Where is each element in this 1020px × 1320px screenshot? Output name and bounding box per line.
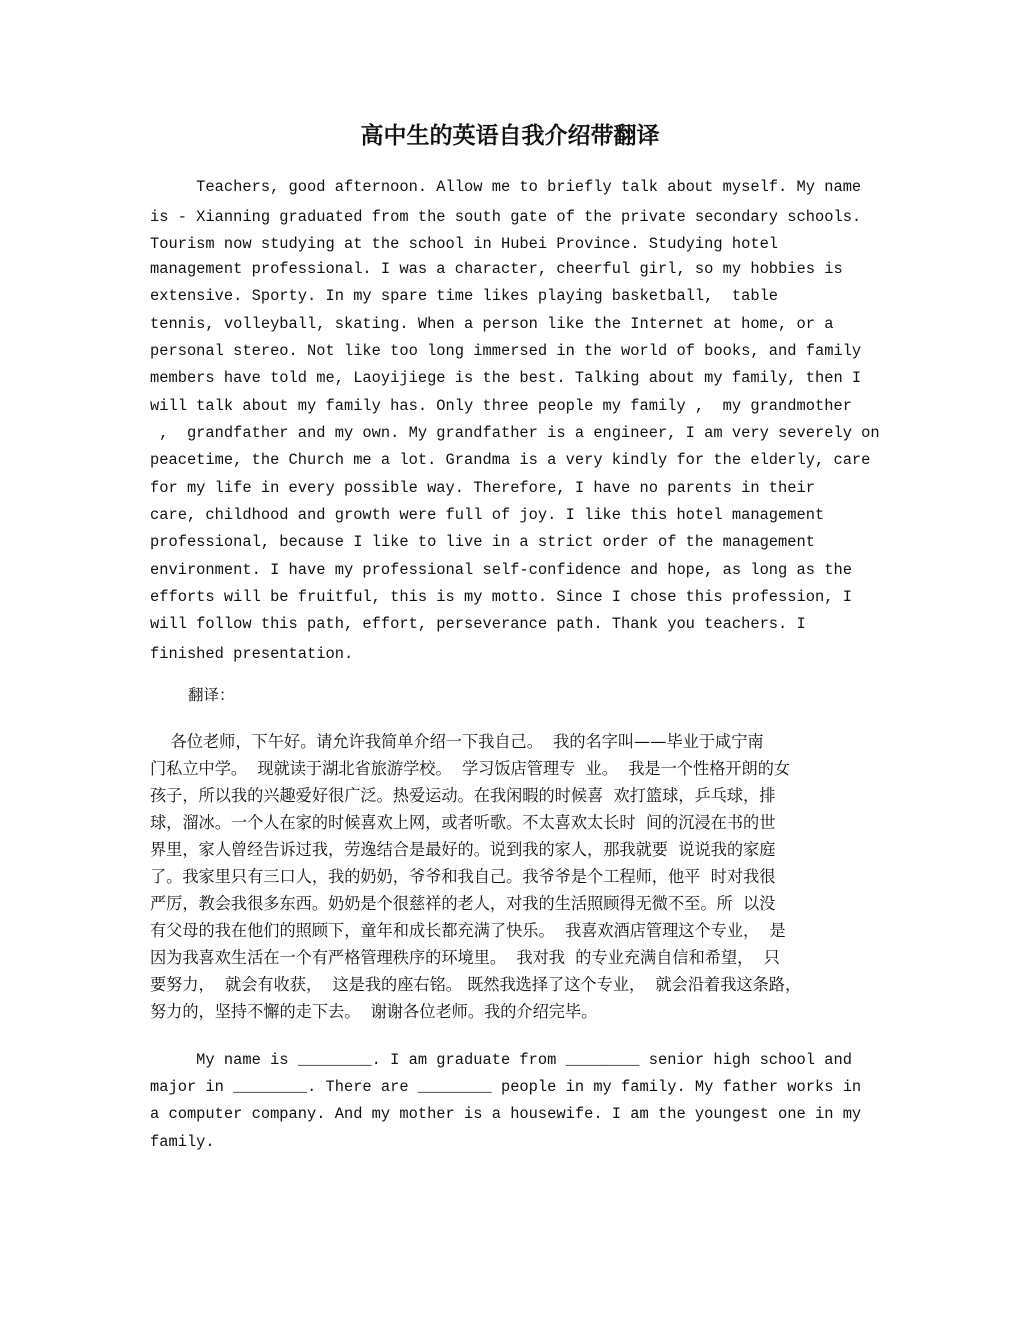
english-line: members have told me, Laoyijiege is the best. Talking about my family, then I	[150, 369, 862, 387]
english-line: efforts will be fruitful, this is my motto. Since I chose this profession, I	[150, 588, 852, 606]
template-line: My name is ________. I am graduate from ________ senior high school and	[150, 1051, 852, 1069]
chinese-line: 门私立中学。 现就读于湖北省旅游学校。 学习饭店管理专 业。 我是一个性格开朗的女	[150, 759, 791, 778]
english-line: finished presentation.	[150, 645, 354, 663]
english-line: will talk about my family has. Only three people my family , my grandmother	[150, 397, 852, 415]
chinese-line: 严厉，教会我很多东西。奶奶是个很慈祥的老人，对我的生活照顾得无微不至。所 以没	[150, 894, 776, 913]
template-line: family.	[150, 1133, 215, 1151]
chinese-line: 努力的，坚持不懈的走下去。 谢谢各位老师。我的介绍完毕。	[150, 1002, 598, 1021]
document-title: 高中生的英语自我介绍带翻译	[360, 122, 660, 149]
chinese-line: 各位老师，下午好。请允许我简单介绍一下我自己。 我的名字叫——毕业于咸宁南	[150, 732, 764, 751]
chinese-line: 要努力， 就会有收获， 这是我的座右铭。 既然我选择了这个专业， 就会沿着我这条路，	[150, 975, 802, 994]
english-line: , grandfather and my own. My grandfather is a engineer, I am very severely on	[150, 424, 880, 442]
translation-label: 翻译：	[188, 686, 235, 704]
english-line: is - Xianning graduated from the south gate of the private secondary schools.	[150, 208, 862, 226]
english-line: extensive. Sporty. In my spare time likes playing basketball, table	[150, 287, 779, 305]
english-line: environment. I have my professional self-confidence and hope, as long as the	[150, 561, 852, 579]
chinese-line: 有父母的我在他们的照顾下，童年和成长都充满了快乐。 我喜欢酒店管理这个专业， 是	[150, 921, 786, 940]
english-line: management professional. I was a character, cheerful girl, so my hobbies is	[150, 260, 843, 278]
english-line: will follow this path, effort, perseverance path. Thank you teachers. I	[150, 615, 806, 633]
english-line: for my life in every possible way. Therefore, I have no parents in their	[150, 479, 815, 497]
english-line: professional, because I like to live in a strict order of the management	[150, 533, 815, 551]
chinese-line: 了。我家里只有三口人，我的奶奶，爷爷和我自己。我爷爷是个工程师，他平 时对我很	[150, 867, 776, 886]
english-line: tennis, volleyball, skating. When a person like the Internet at home, or a	[150, 315, 834, 333]
chinese-line: 球，溜冰。一个人在家的时候喜欢上网，或者听歌。不太喜欢太长时 间的沉浸在书的世	[150, 813, 776, 832]
template-line: a computer company. And my mother is a housewife. I am the youngest one in my	[150, 1105, 862, 1123]
english-line: Tourism now studying at the school in Hubei Province. Studying hotel	[150, 235, 779, 253]
chinese-line: 孩子，所以我的兴趣爱好很广泛。热爱运动。在我闲暇的时候喜 欢打篮球，乒乓球，排	[150, 786, 776, 805]
chinese-line: 界里，家人曾经告诉过我，劳逸结合是最好的。说到我的家人，那我就要 说说我的家庭	[150, 840, 776, 859]
english-line: care, childhood and growth were full of joy. I like this hotel management	[150, 506, 825, 524]
english-line: Teachers, good afternoon. Allow me to briefly talk about myself. My name	[150, 178, 862, 196]
english-line: personal stereo. Not like too long immersed in the world of books, and family	[150, 342, 862, 360]
template-line: major in ________. There are ________ people in my family. My father works in	[150, 1078, 862, 1096]
chinese-line: 因为我喜欢生活在一个有严格管理秩序的环境里。 我对我 的专业充满自信和希望， 只	[150, 948, 780, 967]
english-line: peacetime, the Church me a lot. Grandma is a very kindly for the elderly, care	[150, 451, 871, 469]
